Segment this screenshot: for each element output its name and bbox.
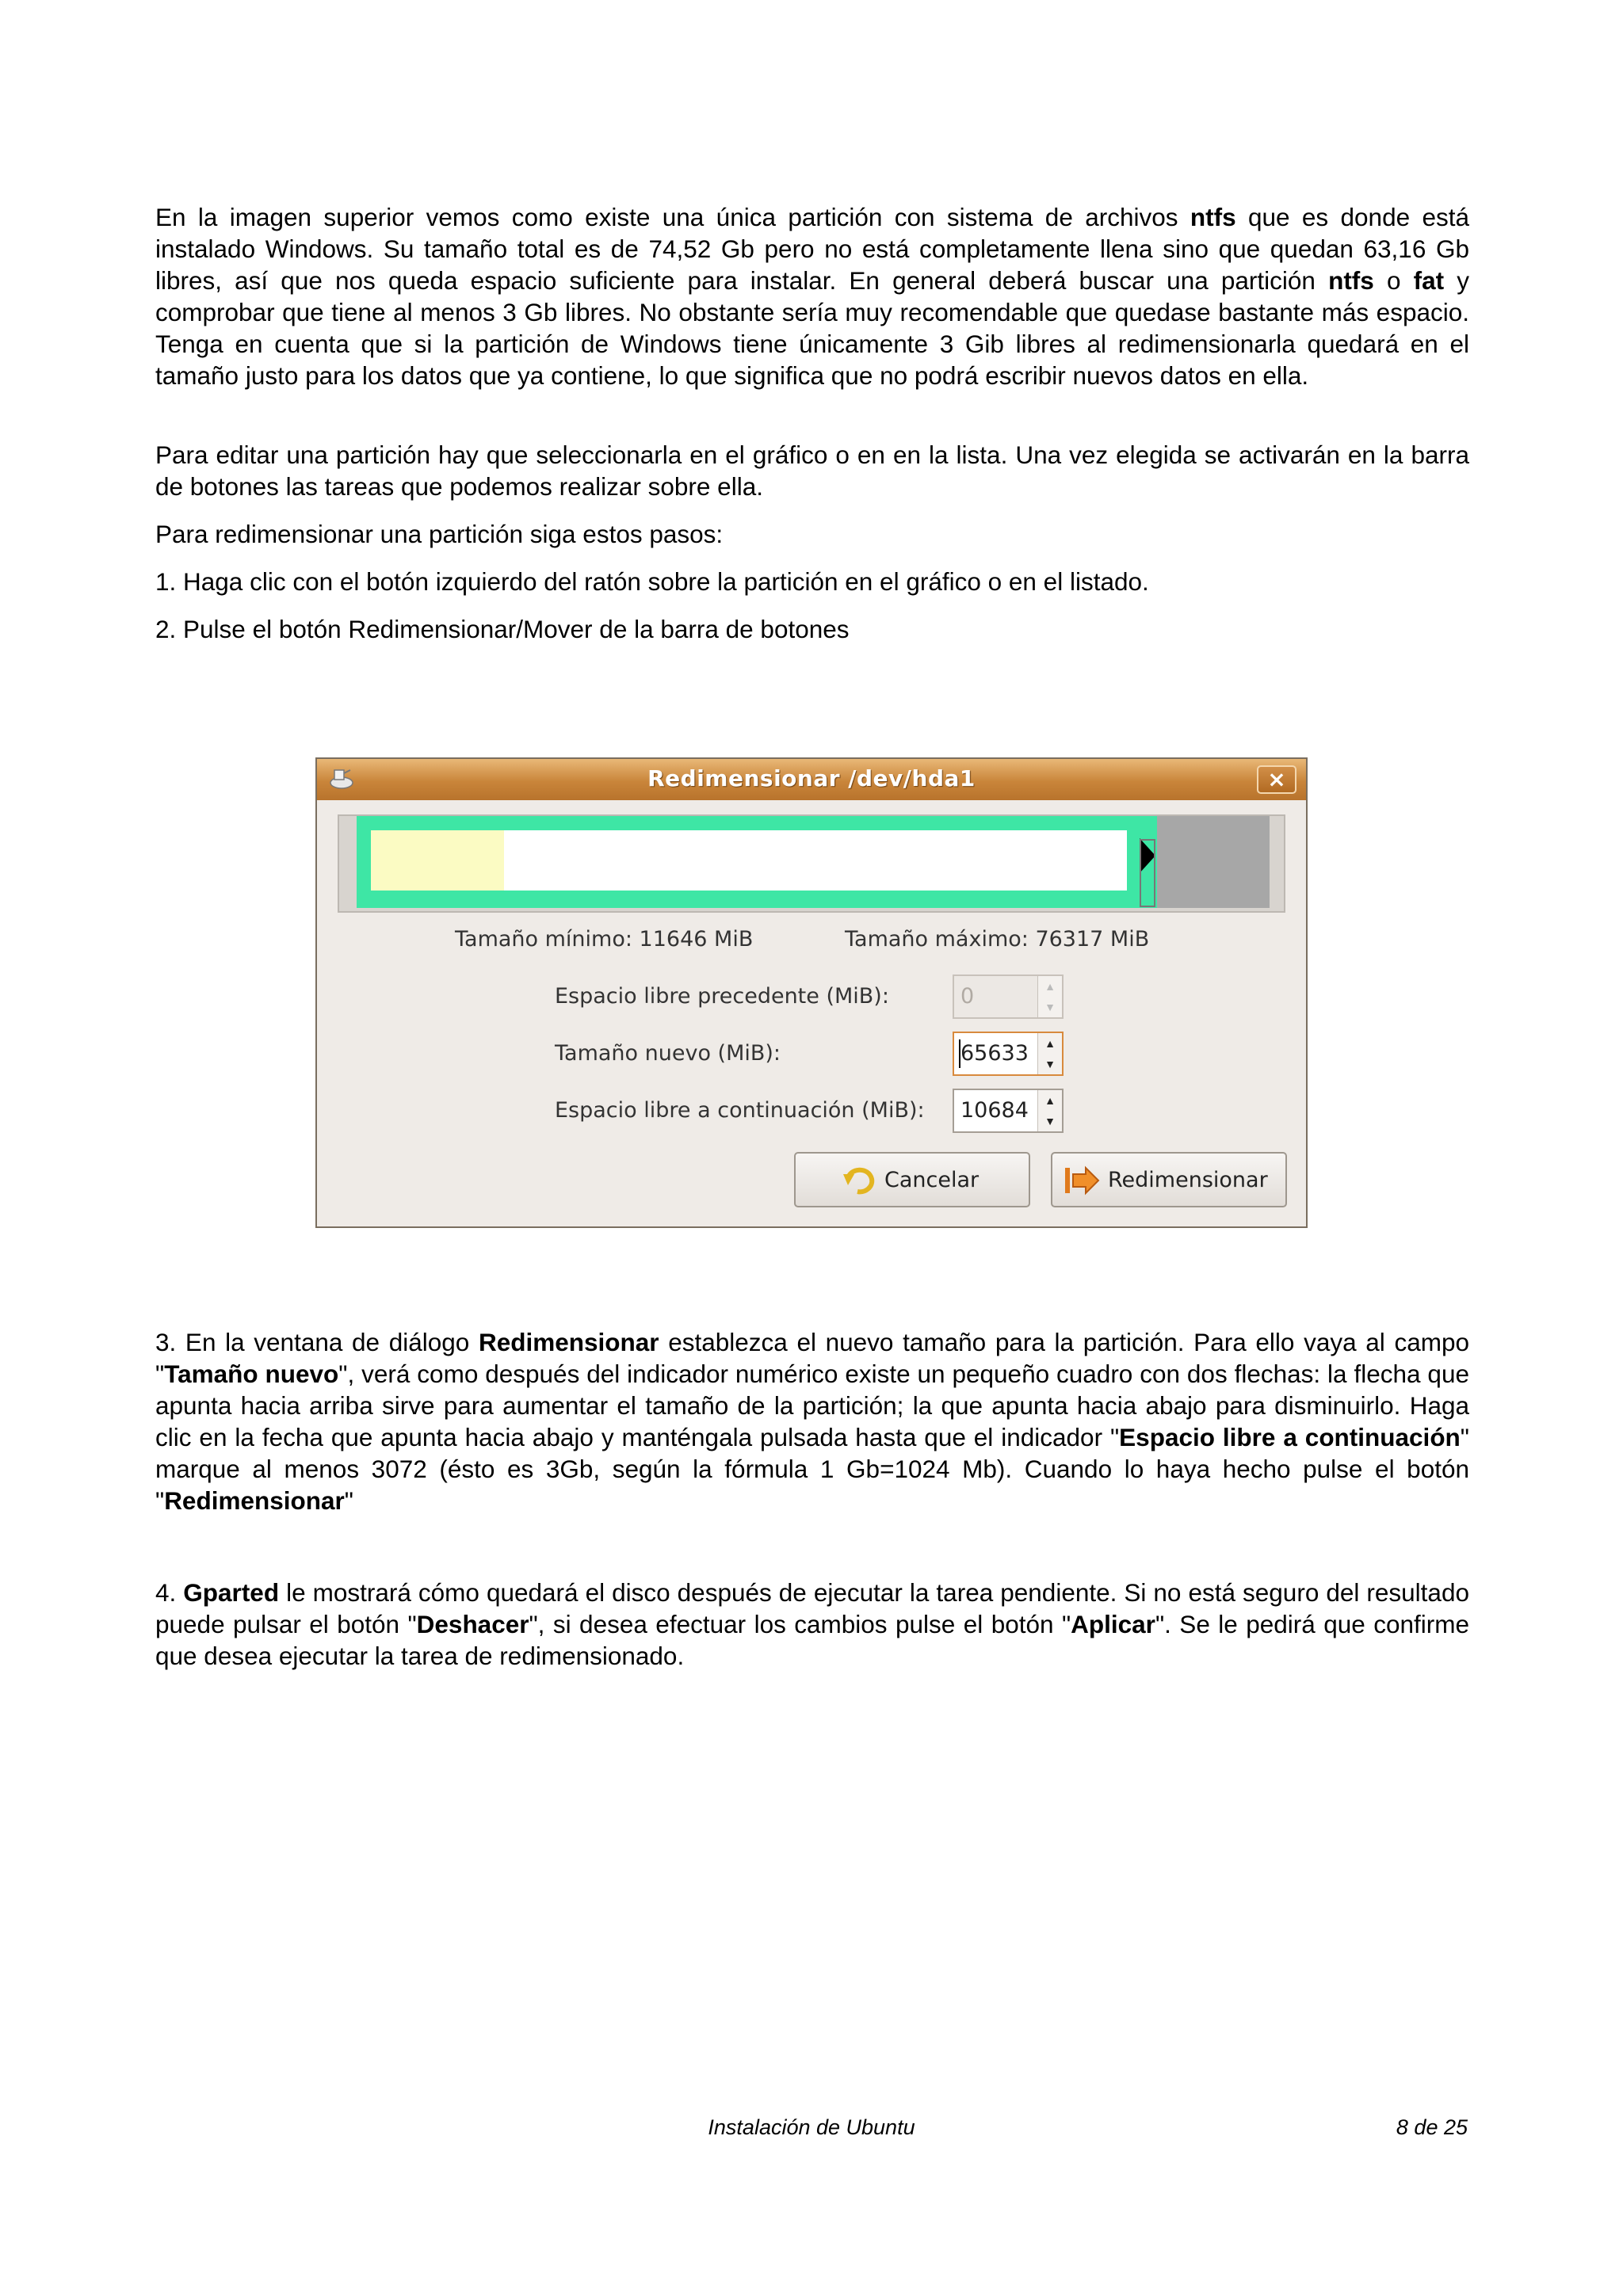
- free-after-value[interactable]: 10684: [960, 1098, 1029, 1123]
- free-before-label: Espacio libre precedente (MiB):: [555, 984, 889, 1009]
- new-size-spinner[interactable]: [953, 1032, 1064, 1076]
- partition-free-space: [371, 830, 1127, 891]
- paragraph-intro: En la imagen superior vemos como existe una única partición con sistema de archivos ntfs que es donde está instalado Windows. Su tamaño total es de 74,52 Gb pero no está completamente llena sino que quedan 63,16 Gb libres, así que nos queda espacio suficiente para instalar. En general deberá buscar una partición ntfs o fat y comprobar que tiene al menos 3 Gb libres. No obstante sería muy recomendable que quedase bastante más espacio. Tenga en cuenta que si la partición de Windows tiene únicamente 3 Gib libres al redimensionarla quedará en el tamaño justo para los datos que ya contiene, lo que significa que no podrá escribir nuevos datos en ella.: [155, 203, 1470, 390]
- spin-up-icon[interactable]: ▲: [1044, 1094, 1056, 1107]
- spin-down-icon[interactable]: ▼: [1044, 1058, 1056, 1070]
- footer-title: Instalación de Ubuntu: [708, 2115, 915, 2139]
- undo-icon: [842, 1163, 878, 1196]
- partition-used-space: [371, 830, 504, 891]
- page-number: 8 de 25: [1396, 2115, 1468, 2139]
- new-size-label: Tamaño nuevo (MiB):: [555, 1041, 781, 1066]
- free-before-spinner: [953, 974, 1064, 1019]
- min-size-label: Tamaño mínimo: 11646 MiB: [455, 927, 754, 952]
- spin-down-icon: ▼: [1044, 1001, 1056, 1013]
- step-3: 3. En la ventana de diálogo Redimensionar establezca el nuevo tamaño para la partición. Para ello vaya al campo "Tamaño nuevo", verá como después del indicador numérico existe un pequeño cuadro con dos flechas: la flecha que apunta hacia arriba sirve para aumentar el tamaño de la partición; la que apunta hacia abajo para disminuirlo. Haga clic en la fecha que apunta hacia abajo y manténgala pulsada hasta que el indicador "Espacio libre a continuación" marque al menos 3072 (ésto es 3Gb, según la fórmula 1 Gb=1024 Mb). Cuando lo haya hecho pulse el botón "Redimensionar": [155, 1328, 1469, 1515]
- partition-bar[interactable]: [357, 816, 1157, 908]
- arrow-right-icon: [1062, 1165, 1102, 1196]
- free-after-spinner[interactable]: [953, 1089, 1064, 1133]
- close-icon: ×: [1267, 766, 1286, 792]
- step-1: 1. Haga clic con el botón izquierdo del ratón sobre la partición en el gráfico o en el listado.: [155, 567, 1149, 596]
- free-after-label: Espacio libre a continuación (MiB):: [555, 1098, 925, 1123]
- step-2: 2. Pulse el botón Redimensionar/Mover de la barra de botones: [155, 615, 850, 643]
- free-before-value: 0: [960, 984, 975, 1009]
- cancel-button[interactable]: [794, 1152, 1030, 1207]
- dialog-titlebar[interactable]: [317, 759, 1306, 800]
- resize-button[interactable]: [1051, 1152, 1287, 1207]
- spin-up-icon[interactable]: ▲: [1044, 1037, 1056, 1050]
- close-button[interactable]: [1257, 765, 1296, 794]
- partition-visualizer[interactable]: [338, 814, 1285, 913]
- cancel-label: Cancelar: [884, 1168, 980, 1192]
- resize-label: Redimensionar: [1108, 1168, 1268, 1192]
- paragraph-edit-partition: Para editar una partición hay que seleccionarla en el gráfico o en en la lista. Una vez elegida se activarán en la barra de botones las tareas que podemos realizar sobre ella.: [155, 441, 1469, 501]
- spin-up-icon: ▲: [1044, 980, 1056, 993]
- new-size-value[interactable]: 65633: [960, 1041, 1029, 1066]
- unallocated-space: [1157, 816, 1270, 908]
- resize-dialog: [315, 757, 1308, 1228]
- step-4: 4. Gparted le mostrará cómo quedará el disco después de ejecutar la tarea pendiente. Si no está seguro del resultado puede pulsar el botón "Deshacer", si desea efectuar los cambios pulse el botón "Aplicar". Se le pedirá que confirme que desea ejecutar la tarea de redimensionado.: [155, 1578, 1469, 1670]
- dialog-title: Redimensionar /dev/hda1: [647, 765, 976, 791]
- max-size-label: Tamaño máximo: 76317 MiB: [845, 927, 1150, 952]
- paragraph-steps-intro: Para redimensionar una partición siga estos pasos:: [155, 520, 724, 548]
- spin-down-icon[interactable]: ▼: [1044, 1115, 1056, 1127]
- resize-handle-icon[interactable]: [1140, 838, 1157, 908]
